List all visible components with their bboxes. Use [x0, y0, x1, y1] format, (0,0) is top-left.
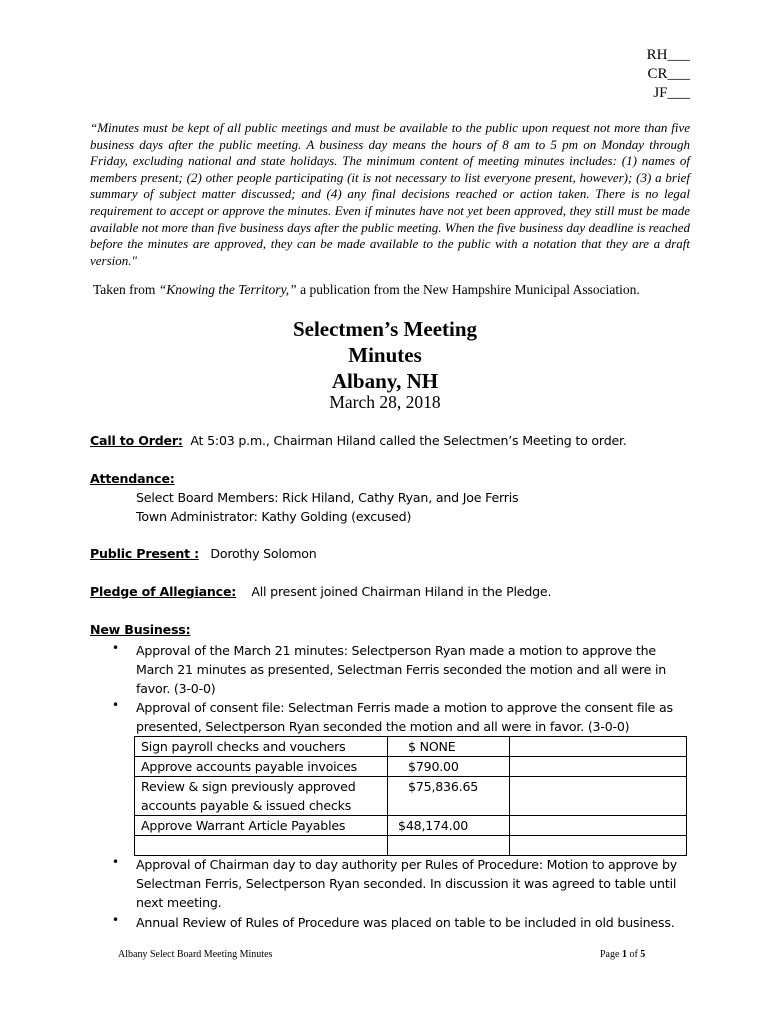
attendance-board: Select Board Members: Rick Hiland, Cathy Ryan, and Joe Ferris: [136, 490, 519, 505]
initials-cr: CR___: [647, 66, 690, 82]
pledge-text: All present joined Chairman Hiland in the Pledge.: [251, 584, 552, 599]
bullet-icon: •: [112, 698, 119, 712]
table-cell-item: [135, 836, 388, 856]
attendance-label: Attendance:: [90, 471, 175, 486]
table-row: [135, 816, 687, 836]
call-to-order: [90, 433, 627, 448]
list-item-text: Annual Review of Rules of Procedure was placed on table to be included in old business.: [136, 915, 675, 930]
table-row: [135, 757, 687, 777]
footer-title: Albany Select Board Meeting Minutes: [118, 949, 273, 960]
list-item: [90, 641, 700, 701]
list-item: [90, 913, 700, 933]
public-present-label: Public Present :: [90, 546, 199, 561]
table-cell-amount: [388, 836, 510, 856]
list-item-text: Approval of consent file: Selectman Ferris made a motion to approve the consent file as presented, Selectperson Ryan seconded the motion and all were in favor. (3-0-0): [136, 700, 673, 734]
bullet-icon: •: [112, 913, 119, 927]
call-to-order-label: Call to Order:: [90, 433, 183, 448]
table-row: [135, 737, 687, 757]
quote-source: [93, 282, 713, 298]
list-item: [90, 698, 700, 738]
table-cell-item: Review & sign previously approved accounts payable & issued checks: [135, 777, 388, 816]
table-cell-amount: $790.00: [388, 757, 510, 777]
source-prefix: Taken from: [93, 282, 159, 297]
meeting-date: March 28, 2018: [329, 392, 441, 412]
table-cell-item: Sign payroll checks and vouchers: [135, 737, 388, 757]
table-cell-amount: $ NONE: [388, 737, 510, 757]
table-row: [135, 777, 687, 816]
public-present-text: Dorothy Solomon: [210, 546, 317, 561]
table-cell-amount: $75,836.65: [388, 777, 510, 816]
table-cell-empty: [510, 757, 687, 777]
page-prefix: Page: [600, 949, 622, 960]
title-line-3: Albany, NH: [331, 369, 439, 393]
page-mid: of: [626, 949, 641, 960]
consent-file-table: [134, 736, 687, 856]
list-item-text: Approval of Chairman day to day authority per Rules of Procedure: Motion to approve by Selectman Ferris, Selectperson Ryan seconded. In discussion it was agreed to table until next meeting.: [136, 857, 677, 910]
document-title: [0, 316, 770, 394]
page-current: 1: [621, 949, 627, 960]
attendance-admin: Town Administrator: Kathy Golding (excused): [136, 509, 412, 524]
minutes-quote: “Minutes must be kept of all public meetings and must be available to the public upon request not more than five business days after the public meeting. A business day means the hours of 8 am to 5 pm on Monday through Friday, excluding national and state holidays. The minimum content of meeting minutes includes: (1) names of members present; (2) other people participating (it is not necessary to list everyone present, however); (3) a brief summary of subject matter discussed; and (4) any final decisions reached or action taken. There is no legal requirement to accept or approve the minutes. Even if minutes have not yet been approved, they still must be made available not more than five business days after the public meeting. When the five business day deadline is reached before the minutes are approved, they can be made available to the public with a notation that they are a draft version.": [90, 120, 690, 268]
source-suffix: a publication from the New Hampshire Municipal Association.: [296, 282, 640, 297]
list-item: [90, 855, 700, 915]
page-number: [600, 949, 645, 960]
pledge: [90, 584, 551, 599]
table-cell-empty: [510, 777, 687, 816]
table-cell-item: Approve Warrant Article Payables: [135, 816, 388, 836]
call-to-order-text: At 5:03 p.m., Chairman Hiland called the Selectmen’s Meeting to order.: [190, 433, 627, 448]
bullet-icon: •: [112, 855, 119, 869]
initials-jf: JF___: [653, 85, 690, 101]
new-business-label-line: [90, 622, 190, 637]
list-item-text: Approval of the March 21 minutes: Selectperson Ryan made a motion to approve the March 21 minutes as presented, Selectman Ferris seconded the motion and all were in favor. (3-0-0): [136, 643, 667, 696]
attendance-label-line: [90, 471, 175, 486]
table-cell-item: Approve accounts payable invoices: [135, 757, 388, 777]
pledge-label: Pledge of Allegiance:: [90, 584, 237, 599]
table-row: [135, 836, 687, 856]
bullet-icon: •: [112, 641, 119, 655]
table-cell-empty: [510, 737, 687, 757]
title-line-1: Selectmen’s Meeting: [292, 317, 478, 341]
table-cell-amount: $48,174.00: [388, 816, 510, 836]
initials-rh: RH___: [646, 47, 690, 63]
source-publication: “Knowing the Territory,”: [158, 282, 297, 297]
public-present: [90, 546, 317, 561]
table-cell-empty: [510, 816, 687, 836]
page-total: 5: [640, 949, 646, 960]
table-cell-empty: [510, 836, 687, 856]
initials-block: [620, 46, 690, 103]
new-business-label: New Business:: [90, 622, 191, 637]
title-line-2: Minutes: [348, 343, 422, 367]
